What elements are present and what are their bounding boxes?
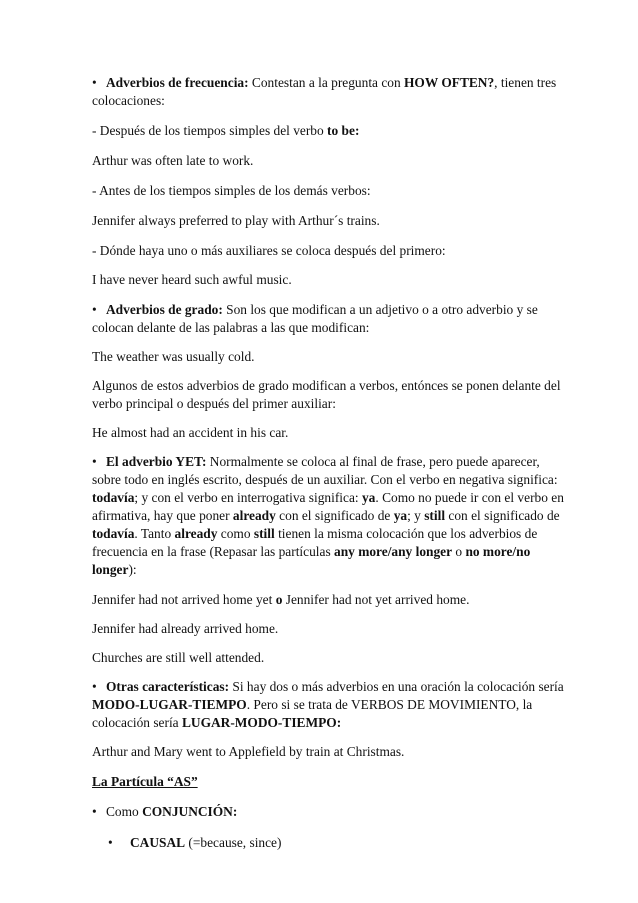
example-christmas: Arthur and Mary went to Applefield by train at Christmas. — [92, 744, 405, 759]
rule-auxiliaries: - Dónde haya uno o más auxiliares se coloca después del primero: — [92, 243, 446, 258]
example-almost: He almost had an accident in his car. — [92, 425, 289, 440]
bullet-icon: • — [108, 835, 113, 850]
other-features-line-2: MODO-LUGAR-TIEMPO. Pero si se trata de VERBOS DE MOVIMIENTO, la — [92, 697, 533, 712]
yet-line-2: sobre todo en inglés escrito, después de un auxiliar. Con el verbo en negativa significa: — [92, 472, 558, 487]
example-already: Jennifer had already arrived home. — [92, 621, 279, 636]
example-usually: The weather was usually cold. — [92, 349, 255, 364]
frequency-adverbs-line-2: colocaciones: — [92, 93, 165, 108]
example-always: Jennifer always preferred to play with Arthur´s trains. — [92, 213, 380, 228]
other-features-line-1: • Otras características: Si hay dos o más adverbios en una oración la colocación sería — [92, 679, 564, 694]
yet-line-5: todavía. Tanto already como still tienen la misma colocación que los adverbios de — [92, 526, 538, 541]
bullet-icon: • — [92, 679, 97, 694]
degree-adverbs-line-1: • Adverbios de grado: Son los que modifican a un adjetivo o a otro adverbio y se — [92, 302, 538, 317]
yet-line-6: frecuencia en la frase (Repasar las partículas any more/any longer o no more/no — [92, 544, 531, 559]
bullet-icon: • — [92, 75, 97, 90]
causal-line: • CAUSAL (=because, since) — [108, 835, 282, 850]
bullet-icon: • — [92, 454, 97, 469]
degree-verbs-line-1: Algunos de estos adverbios de grado modifican a verbos, entónces se ponen delante del — [92, 378, 561, 393]
degree-verbs-line-2: verbo principal o después del primer auxiliar: — [92, 396, 336, 411]
conjunction-line: • Como CONJUNCIÓN: — [92, 804, 238, 819]
section-heading: La Partícula “AS” — [92, 774, 198, 789]
frequency-adverbs-line-1: • Adverbios de frecuencia: Contestan a la pregunta con HOW OFTEN?, tienen tres — [92, 75, 557, 90]
yet-line-1: • El adverbio YET: Normalmente se coloca al final de frase, pero puede aparecer, — [92, 454, 540, 469]
bullet-icon: • — [92, 302, 97, 317]
rule-other-verbs: - Antes de los tiempos simples de los demás verbos: — [92, 183, 371, 198]
example-yet: Jennifer had not arrived home yet o Jennifer had not yet arrived home. — [92, 592, 470, 607]
yet-line-3: todavía; y con el verbo en interrogativa significa: ya. Como no puede ir con el verbo en — [92, 490, 564, 505]
example-never: I have never heard such awful music. — [92, 272, 292, 287]
example-still: Churches are still well attended. — [92, 650, 265, 665]
rule-to-be: - Después de los tiempos simples del verbo to be: — [92, 123, 360, 138]
yet-line-7: longer): — [92, 562, 137, 577]
example-often: Arthur was often late to work. — [92, 153, 254, 168]
yet-line-4: afirmativa, hay que poner already con el significado de ya; y still con el significado de — [92, 508, 560, 523]
degree-adverbs-line-2: colocan delante de las palabras a las que modifican: — [92, 320, 370, 335]
other-features-line-3: colocación sería LUGAR-MODO-TIEMPO: — [92, 715, 342, 730]
bullet-icon: • — [92, 804, 97, 819]
